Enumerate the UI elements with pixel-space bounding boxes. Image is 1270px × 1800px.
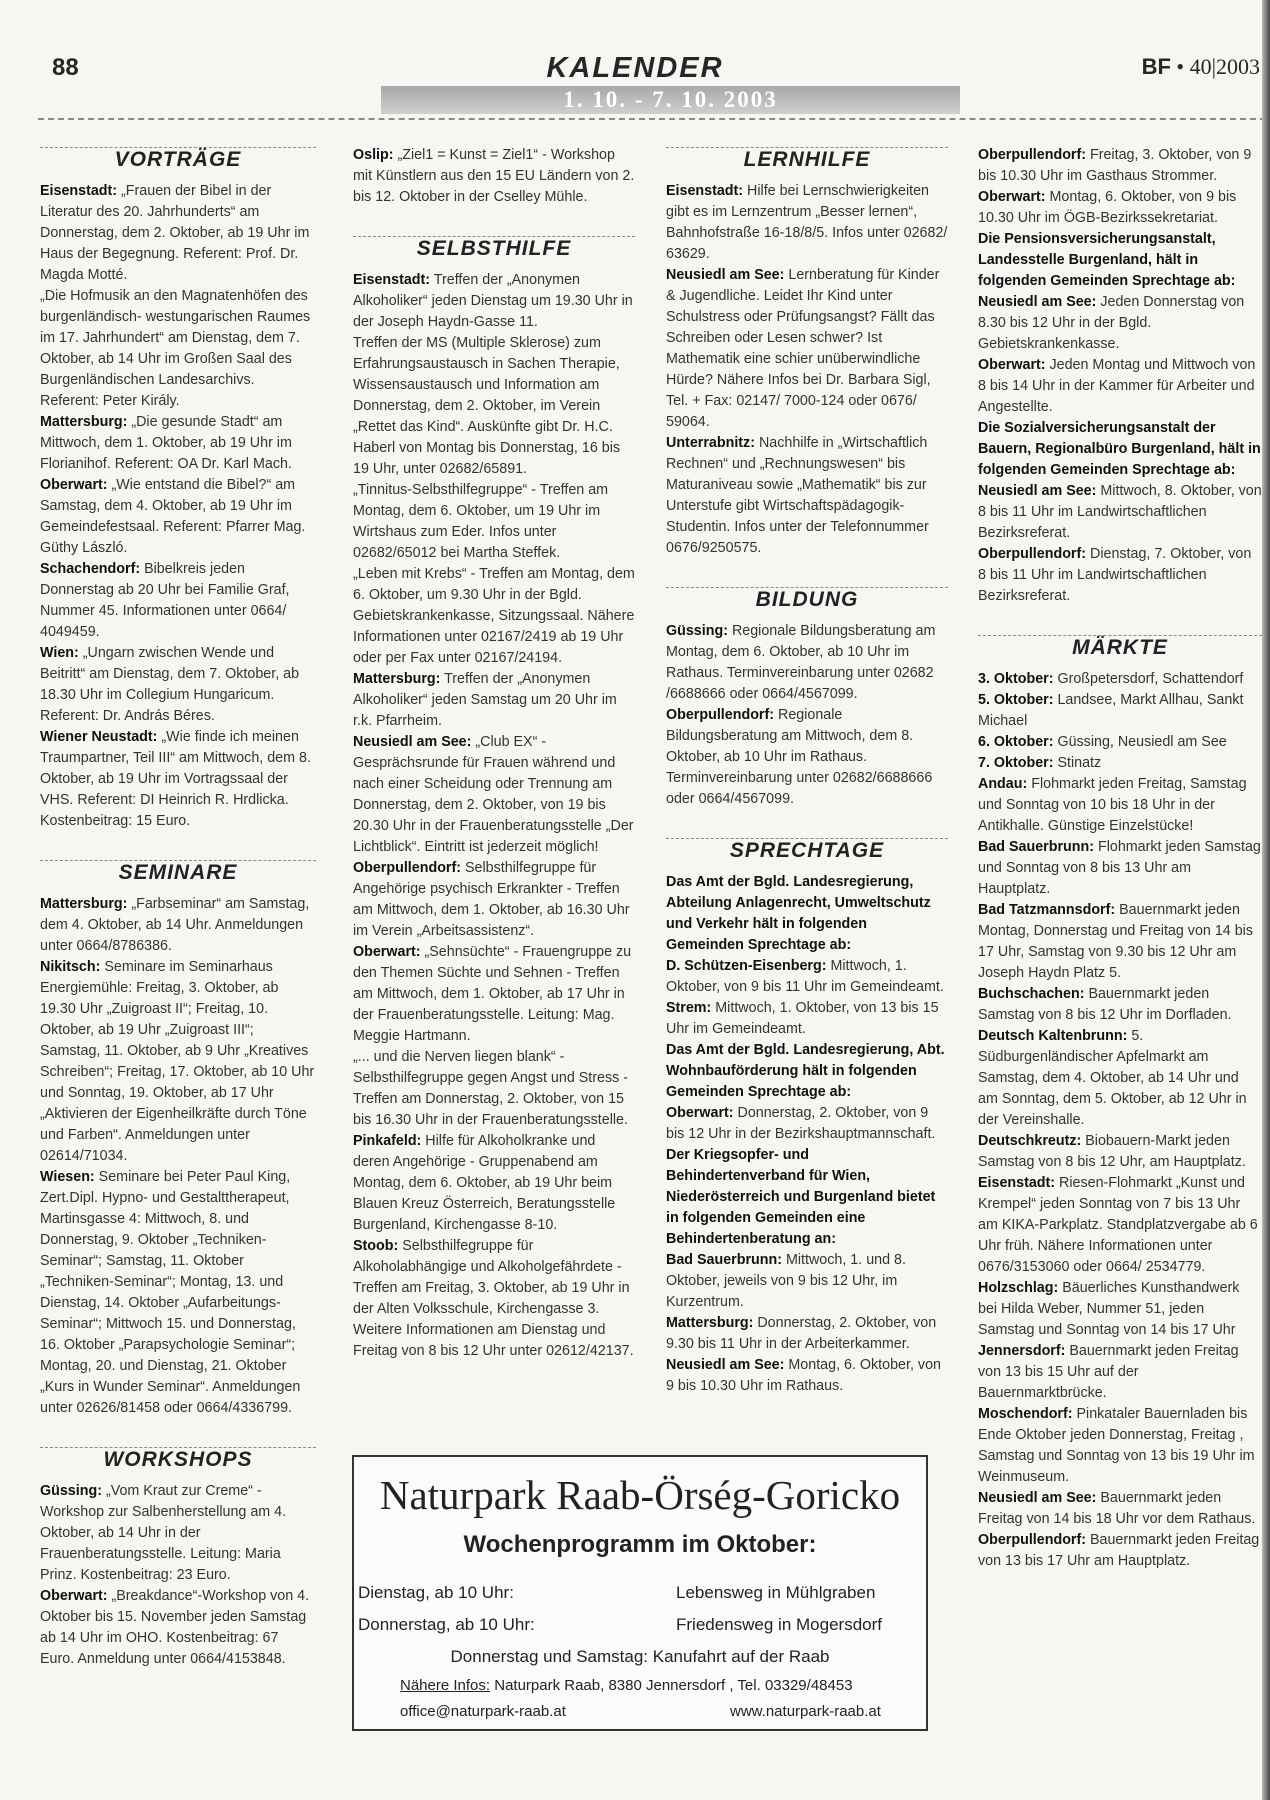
publication-name: BF <box>1141 54 1171 79</box>
entry: Holzschlag: Bäuerliches Kunsthandwerk bei Hilda Weber, Nummer 51, jeden Samstag und Sonntag von 14 bis 17 Uhr <box>978 1280 1240 1338</box>
entry-heading: Der Kriegsopfer- und Behindertenverband für Wien, Niederösterreich und Burgenland bietet in folgenden Gemeinden eine Behindertenberatung an: <box>666 1147 936 1247</box>
entry: Güssing: Regionale Bildungsberatung am Montag, dem 6. Oktober, ab 10 Uhr im Rathaus. Terminvereinbarung unter 02682 /6688666 oder 0664/4567099. <box>666 623 936 702</box>
entry-heading: Das Amt der Bgld. Landesregierung, Abteilung Anlagenrecht, Umweltschutz und Verkehr hält in folgenden Gemeinden Sprechtage ab: <box>666 874 931 953</box>
entry: „... und die Nerven liegen blank“ - Selbsthilfegruppe gegen Angst und Stress - Treffen am Donnerstag, 2. Oktober, von 15 bis 16.30 Uhr in der Frauenberatungsstelle. <box>353 1049 628 1128</box>
entry: Oberpullendorf: Selbsthilfegruppe für Angehörige psychisch Erkrankter - Treffen am Mittwoch, dem 1. Oktober, ab 16.30 Uhr im Verein „Arbeitsassistenz“. <box>353 860 630 939</box>
entry: Oberwart: „Sehnsüchte“ - Frauengruppe zu den Themen Süchte und Sehnen - Treffen am Mittwoch, dem 1. Oktober, ab 17 Uhr in der Frauenberatungsstelle. Leitung: Mag. Meggie Hartmann. <box>353 944 632 1044</box>
entry: Andau: Flohmarkt jeden Freitag, Samstag und Sonntag von 10 bis 18 Uhr in der Antikhalle. Günstige Einzelstücke! <box>978 776 1247 834</box>
entry: Pinkafeld: Hilfe für Alkoholkranke und deren Angehörige - Gruppenabend am Montag, dem 6. Oktober, ab 19 Uhr beim Blauen Kreuz Österreich, Beratungsstelle Burgenland, Kirchengasse 8-10. <box>353 1133 616 1233</box>
entry: Schachendorf: Bibelkreis jeden Donnerstag ab 20 Uhr bei Familie Graf, Nummer 45. Informationen unter 0664/ 4049459. <box>40 561 290 640</box>
entry: Eisenstadt: Treffen der „Anonymen Alkoholiker“ jeden Dienstag um 19.30 Uhr in der Joseph Haydn-Gasse 11. <box>353 272 633 330</box>
entry: Buchschachen: Bauernmarkt jeden Samstag von 8 bis 12 Uhr im Dorfladen. <box>978 986 1232 1023</box>
entry: Moschendorf: Pinkataler Bauernladen bis Ende Oktober jeden Donnerstag, Freitag , Samstag und Sonntag von 13 bis 19 Uhr im Weinmuseum. <box>978 1406 1255 1485</box>
ad-row <box>358 1615 918 1637</box>
entry: Deutsch Kaltenbrunn: 5. Südburgenländischer Apfelmarkt am Samstag, dem 4. Oktober, ab 14 Uhr und am Sonntag, dem 5. Oktober, ab 12 Uhr in der Vereinshalle. <box>978 1028 1247 1128</box>
ad-row-day: Dienstag, ab 10 Uhr: <box>358 1583 514 1602</box>
column-3 <box>666 145 948 1397</box>
ad-line: Donnerstag und Samstag: Kanufahrt auf der Raab <box>450 1647 830 1666</box>
ad-title: Naturpark Raab-Örség-Goricko <box>379 1472 901 1518</box>
entry: Neusiedl am See: Jeden Donnerstag von 8.30 bis 12 Uhr in der Bgld. Gebietskrankenkasse. <box>978 294 1245 352</box>
section-heading-selbsthilfe: SELBSTHILFE <box>353 234 635 264</box>
entry: Treffen der MS (Multiple Sklerose) zum Erfahrungsaustausch in Sachen Therapie, Wissensaustausch und Information am Donnerstag, dem 2. Oktober, im Verein „Rettet das Kind“. Auskünfte gibt Dr. H.C. Haberl von Montag bis Donnerstag, 16 bis 19 Uhr, unter 02682/65891. <box>353 335 621 477</box>
entry: Deutschkreutz: Biobauern-Markt jeden Samstag von 8 bis 12 Uhr, am Hauptplatz. <box>978 1133 1246 1170</box>
section-heading-maerkte: MÄRKTE <box>978 633 1262 663</box>
entry: Eisenstadt: Riesen-Flohmarkt „Kunst und Krempel“ jeden Sonntag von 7 bis 13 Uhr am KIKA-Parkplatz. Standplatzvergabe ab 6 Uhr früh. Nähere Informationen unter 0676/3153060 oder 0664/ 2534779. <box>978 1175 1258 1275</box>
entry: Bad Sauerbrunn: Flohmarkt jeden Samstag und Sonntag von 8 bis 13 Uhr am Hauptplatz. <box>978 839 1261 897</box>
bullet: • <box>1176 54 1185 79</box>
page-edge-shadow <box>1262 0 1270 1800</box>
date-range: 1. 10. - 7. 10. 2003 <box>563 87 778 112</box>
entry: Neusiedl am See: Lernberatung für Kinder & Jugendliche. Leidet Ihr Kind unter Schulstress oder Prüfungsangst? Fällt das Schreiben oder Lesen schwer? Ist Mathematik eine schier unüberwindliche Hürde? Nähere Infos bei Dr. Barbara Sigl, Tel. + Fax: 02147/ 7000-124 oder 0676/ 59064. <box>666 267 940 430</box>
entry: Oberwart: Jeden Montag und Mittwoch von 8 bis 14 Uhr in der Kammer für Arbeiter und Angestellte. <box>978 357 1256 415</box>
entry: Stoob: Selbsthilfegruppe für Alkoholabhängige und Alkoholgefährdete - Treffen am Freitag, 3. Oktober, ab 19 Uhr in der Alten Volksschule, Kirchengasse 3. Weitere Informationen am Dienstag und Freitag von 8 bis 12 Uhr unter 02612/42137. <box>353 1238 634 1359</box>
entry: „Leben mit Krebs“ - Treffen am Montag, dem 6. Oktober, um 9.30 Uhr in der Bgld. Gebietskrankenkasse, Sitzungssaal. Nähere Informationen unter 02167/2419 ab 19 Uhr oder per Fax unter 02167/24194. <box>353 566 635 666</box>
entry: Oberpullendorf: Regionale Bildungsberatung am Mittwoch, dem 8. Oktober, ab 10 Uhr im Rathaus. Terminvereinbarung unter 02682/6688666 oder 0664/4567099. <box>666 707 933 807</box>
entry: Nikitsch: Seminare im Seminarhaus Energiemühle: Freitag, 3. Oktober, ab 19.30 Uhr „Zuigroast II“; Freitag, 10. Oktober, ab 19 Uhr „Zuigroast III“; Samstag, 11. Oktober, ab 9 Uhr „Kreatives Schreiben“; Freitag, 17. Oktober, ab 10 Uhr und Sonntag, 19. Oktober, ab 17 Uhr „Aktivieren der Eigenheilkräfte durch Töne und Farben“. Anmeldungen unter 02614/71034. <box>40 959 315 1164</box>
entry-heading: Die Sozialversicherungsanstalt der Bauern, Regionalbüro Burgenland, hält in folgenden Gemeinden Sprechtage ab: <box>978 420 1261 478</box>
page-header <box>0 48 1270 128</box>
ad-row-day: Donnerstag, ab 10 Uhr: <box>358 1615 535 1634</box>
entry: Unterrabnitz: Nachhilfe in „Wirtschaftlich Rechnen“ und „Rechnungswesen“ bis Maturaniveau sowie „Mathematik“ bis zur Unterstufe gibt Wirtschaftspädagogik-Studentin. Infos unter der Telefonnummer 0676/9250575. <box>666 435 929 556</box>
section-heading-seminare: SEMINARE <box>40 858 316 888</box>
ad-info <box>400 1677 853 1694</box>
entry: Eisenstadt: „Frauen der Bibel in der Literatur des 20. Jahrhunderts“ am Donnerstag, dem 2. Oktober, ab 19 Uhr im Haus der Begegnung. Referent: Prof. Dr. Magda Motté. <box>40 183 310 283</box>
entry: Güssing: „Vom Kraut zur Creme“ - Workshop zur Salbenherstellung am 4. Oktober, ab 14 Uhr in der Frauenberatungsstelle. Leitung: Maria Prinz. Kostenbeitrag: 23 Euro. <box>40 1483 287 1583</box>
entry: Wien: „Ungarn zwischen Wende und Beitritt“ am Dienstag, dem 7. Oktober, ab 18.30 Uhr im Collegium Hungaricum. Referent: Dr. András Béres. <box>40 645 300 724</box>
entry: Neusiedl am See: Mittwoch, 8. Oktober, von 8 bis 11 Uhr im Landwirtschaftlichen Bezirksreferat. <box>978 483 1262 541</box>
section-title: KALENDER <box>546 52 724 84</box>
entry: Mattersburg: Donnerstag, 2. Oktober, von 9.30 bis 11 Uhr in der Arbeiterkammer. <box>666 1315 937 1352</box>
ad-subtitle: Wochenprogramm im Oktober: <box>463 1531 817 1558</box>
section-heading-bildung: BILDUNG <box>666 585 948 615</box>
column-1 <box>40 145 316 1670</box>
ad-info-label: Nähere Infos: <box>400 1677 491 1694</box>
entry: Oberwart: „Breakdance“-Workshop von 4. Oktober bis 15. November jeden Samstag ab 14 Uhr im OHO. Kostenbeitrag: 67 Euro. Anmeldung unter 0664/4153848. <box>40 1588 310 1667</box>
entry: Eisenstadt: Hilfe bei Lernschwierigkeiten gibt es im Lernzentrum „Besser lernen“, Bahnhofstraße 16-18/8/5. Infos unter 02682/ 63629. <box>666 183 948 262</box>
entry: 3. Oktober: Großpetersdorf, Schattendorf <box>978 671 1244 687</box>
entry: Jennersdorf: Bauernmarkt jeden Freitag von 13 bis 15 Uhr auf der Bauernmarktbrücke. <box>978 1343 1239 1401</box>
naturpark-advertisement <box>352 1455 928 1731</box>
entry: „Tinnitus-Selbsthilfegruppe“ - Treffen am Montag, dem 6. Oktober, um 19 Uhr im Wirtshaus zum Eder. Infos unter 02682/65012 bei Martha Steffek. <box>353 482 609 561</box>
entry-heading: Das Amt der Bgld. Landesregierung, Abt. Wohnbauförderung hält in folgenden Gemeinden Sprechtage ab: <box>666 1042 945 1100</box>
issue-info <box>1142 54 1260 80</box>
header-rule <box>38 118 1266 120</box>
section-heading-lernhilfe: LERNHILFE <box>666 145 948 175</box>
entry: 6. Oktober: Güssing, Neusiedl am See <box>978 734 1227 750</box>
date-range-band <box>381 86 960 114</box>
entry: Neusiedl am See: Montag, 6. Oktober, von 9 bis 10.30 Uhr im Rathaus. <box>666 1357 941 1394</box>
entry-heading: Die Pensionsversicherungsanstalt, Landesstelle Burgenland, hält in folgenden Gemeinden Sprechtage ab: <box>978 231 1236 289</box>
entry: „Die Hofmusik an den Magnatenhöfen des burgenländisch- westungarischen Raumes im 17. Jahrhundert“ am Dienstag, dem 7. Oktober, ab 14 Uhr im Großen Saal des Burgenländischen Landesarchivs. Referent: Peter Király. <box>40 288 311 409</box>
section-heading-vortraege: VORTRÄGE <box>40 145 316 175</box>
ad-row-event: Lebensweg in Mühlgraben <box>676 1583 876 1602</box>
entry: Neusiedl am See: „Club EX“ - Gesprächsrunde für Frauen während und nach einer Scheidung oder Trennung am Donnerstag, dem 2. Oktober, von 19 bis 20.30 Uhr in der Frauenberatungsstelle „Der Lichtblick“. Eintritt ist jederzeit möglich! <box>353 734 634 855</box>
ad-info-text: Naturpark Raab, 8380 Jennersdorf , Tel. 03329/48453 <box>490 1677 853 1694</box>
entry: Wiener Neustadt: „Wie finde ich meinen Traumpartner, Teil III“ am Mittwoch, dem 8. Oktober, ab 19 Uhr im Vortragssaal der VHS. Referent: DI Heinrich R. Hrdlicka. Kostenbeitrag: 15 Euro. <box>40 729 311 829</box>
column-2 <box>353 145 635 1362</box>
section-heading-workshops: WORKSHOPS <box>40 1445 316 1475</box>
section-heading-sprechtage: SPRECHTAGE <box>666 836 948 866</box>
entry: Wiesen: Seminare bei Peter Paul King, Zert.Dipl. Hypno- und Gestalttherapeut, Martinsgasse 4: Mittwoch, 8. und Donnerstag, 9. Oktober „Techniken-Seminar“; Samstag, 11. Oktober „Techniken-Seminar“; Montag, 13. und Dienstag, 14. Oktober „Aufarbeitungs-Seminar“; Mittwoch 15. und Donnerstag, 16. Oktober „Parapsychologie Seminar“; Montag, 20. und Dienstag, 21. Oktober „Kurs in Wunder Seminar“. Anmeldungen unter 02626/81458 oder 0664/4336799. <box>40 1169 301 1416</box>
ad-row <box>358 1583 918 1605</box>
entry: Oberwart: „Wie entstand die Bibel?“ am Samstag, dem 4. Oktober, ab 19 Uhr im Gemeindefestsaal. Referent: Pfarrer Mag. Güthy László. <box>40 477 306 556</box>
entry: Oslip: „Ziel1 = Kunst = Ziel1“ - Workshop mit Künstlern aus den 15 EU Ländern von 2. bis 12. Oktober in der Cselley Mühle. <box>353 147 635 205</box>
entry: Mattersburg: „Die gesunde Stadt“ am Mittwoch, dem 1. Oktober, ab 19 Uhr im Florianihof. Referent: OA Dr. Karl Mach. <box>40 414 292 472</box>
entry: Oberpullendorf: Bauernmarkt jeden Freitag von 13 bis 17 Uhr am Hauptplatz. <box>978 1532 1260 1569</box>
ad-website[interactable]: www.naturpark-raab.at <box>730 1703 881 1720</box>
entry: Strem: Mittwoch, 1. Oktober, von 13 bis 15 Uhr im Gemeindeamt. <box>666 1000 939 1037</box>
entry: Oberwart: Montag, 6. Oktober, von 9 bis 10.30 Uhr im ÖGB-Bezirkssekretariat. <box>978 189 1237 226</box>
issue-number: 40|2003 <box>1189 54 1260 79</box>
entry: Oberpullendorf: Dienstag, 7. Oktober, von 8 bis 11 Uhr im Landwirtschaftlichen Bezirksreferat. <box>978 546 1252 604</box>
entry: Mattersburg: Treffen der „Anonymen Alkoholiker“ jeden Samstag um 20 Uhr im r.k. Pfarrheim. <box>353 671 617 729</box>
entry: 5. Oktober: Landsee, Markt Allhau, Sankt Michael <box>978 692 1244 729</box>
entry: D. Schützen-Eisenberg: Mittwoch, 1. Oktober, von 9 bis 11 Uhr im Gemeindeamt. <box>666 958 944 995</box>
ad-email[interactable]: office@naturpark-raab.at <box>400 1703 566 1720</box>
ad-row-event: Friedensweg in Mogersdorf <box>676 1615 882 1634</box>
entry: Bad Tatzmannsdorf: Bauernmarkt jeden Montag, Donnerstag und Freitag von 14 bis 17 Uhr, Samstag von 9.30 bis 12 Uhr am Joseph Haydn Platz 5. <box>978 902 1253 981</box>
entry: 7. Oktober: Stinatz <box>978 755 1102 771</box>
entry: Bad Sauerbrunn: Mittwoch, 1. und 8. Oktober, jeweils von 9 bis 12 Uhr, im Kurzentrum. <box>666 1252 906 1310</box>
entry: Oberpullendorf: Freitag, 3. Oktober, von 9 bis 10.30 Uhr im Gasthaus Strommer. <box>978 147 1252 184</box>
entry: Mattersburg: „Farbseminar“ am Samstag, dem 4. Oktober, ab 14 Uhr. Anmeldungen unter 0664/8786386. <box>40 896 310 954</box>
entry: Neusiedl am See: Bauernmarkt jeden Freitag von 14 bis 18 Uhr vor dem Rathaus. <box>978 1490 1256 1527</box>
entry: Oberwart: Donnerstag, 2. Oktober, von 9 bis 12 Uhr in der Bezirkshauptmannschaft. <box>666 1105 936 1142</box>
page-number: 88 <box>52 54 79 81</box>
column-4 <box>978 145 1262 1572</box>
